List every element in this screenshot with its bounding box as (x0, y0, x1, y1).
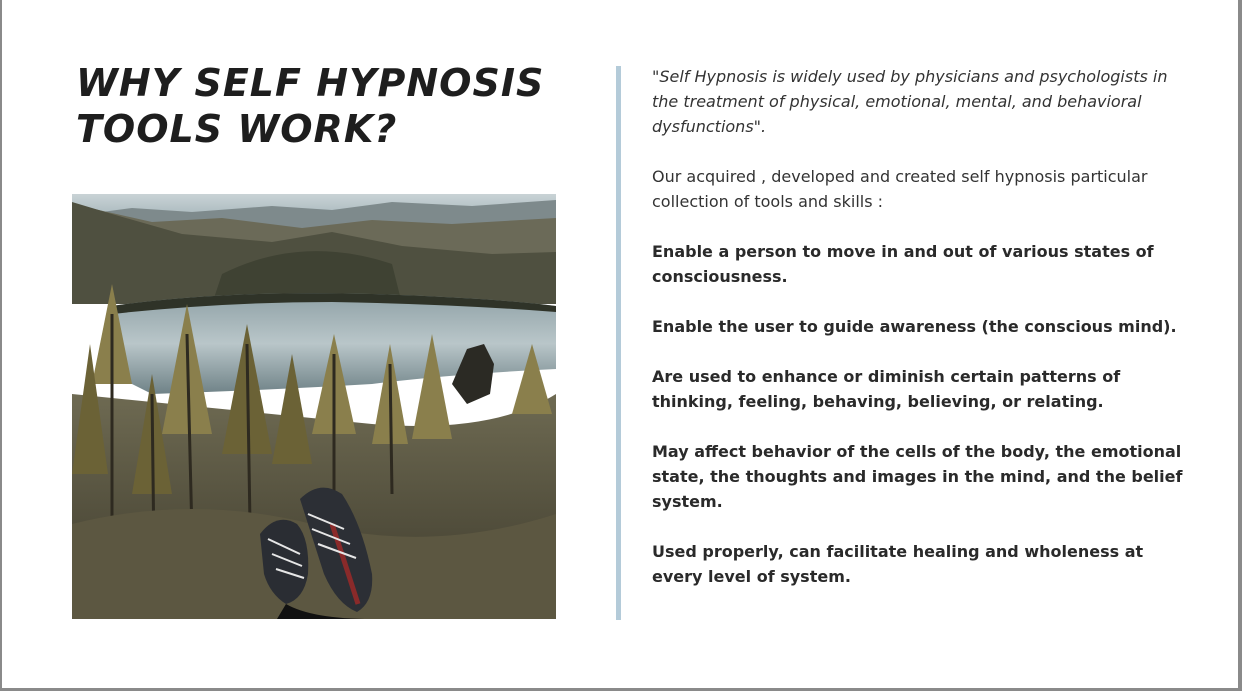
quote-paragraph: "Self Hypnosis is widely used by physicians and psychologists in the treatment of physical, emotional, mental, and behavioral dysfunctions". (652, 67, 1168, 136)
slide (2, 0, 1238, 688)
point-5: Used properly, can facilitate healing and wholeness at every level of system. (652, 542, 1144, 586)
point-1: Enable a person to move in and out of various states of consciousness. (652, 242, 1154, 286)
landscape-photo (72, 194, 556, 619)
title-line-1: WHY SELF HYPNOSIS (76, 61, 545, 105)
landscape-illustration (72, 194, 556, 619)
intro-paragraph: Our acquired , developed and created self hypnosis particular collection of tools and skills : (652, 167, 1148, 211)
point-4: May affect behavior of the cells of the body, the emotional state, the thoughts and images in the mind, and the belief system. (652, 442, 1183, 511)
point-2: Enable the user to guide awareness (the conscious mind). (652, 317, 1177, 336)
slide-title (76, 60, 576, 152)
title-line-2: TOOLS WORK? (76, 107, 398, 151)
content-text (652, 64, 1192, 614)
vertical-divider (616, 66, 621, 620)
point-3: Are used to enhance or diminish certain patterns of thinking, feeling, behaving, believing, or relating. (652, 367, 1121, 411)
